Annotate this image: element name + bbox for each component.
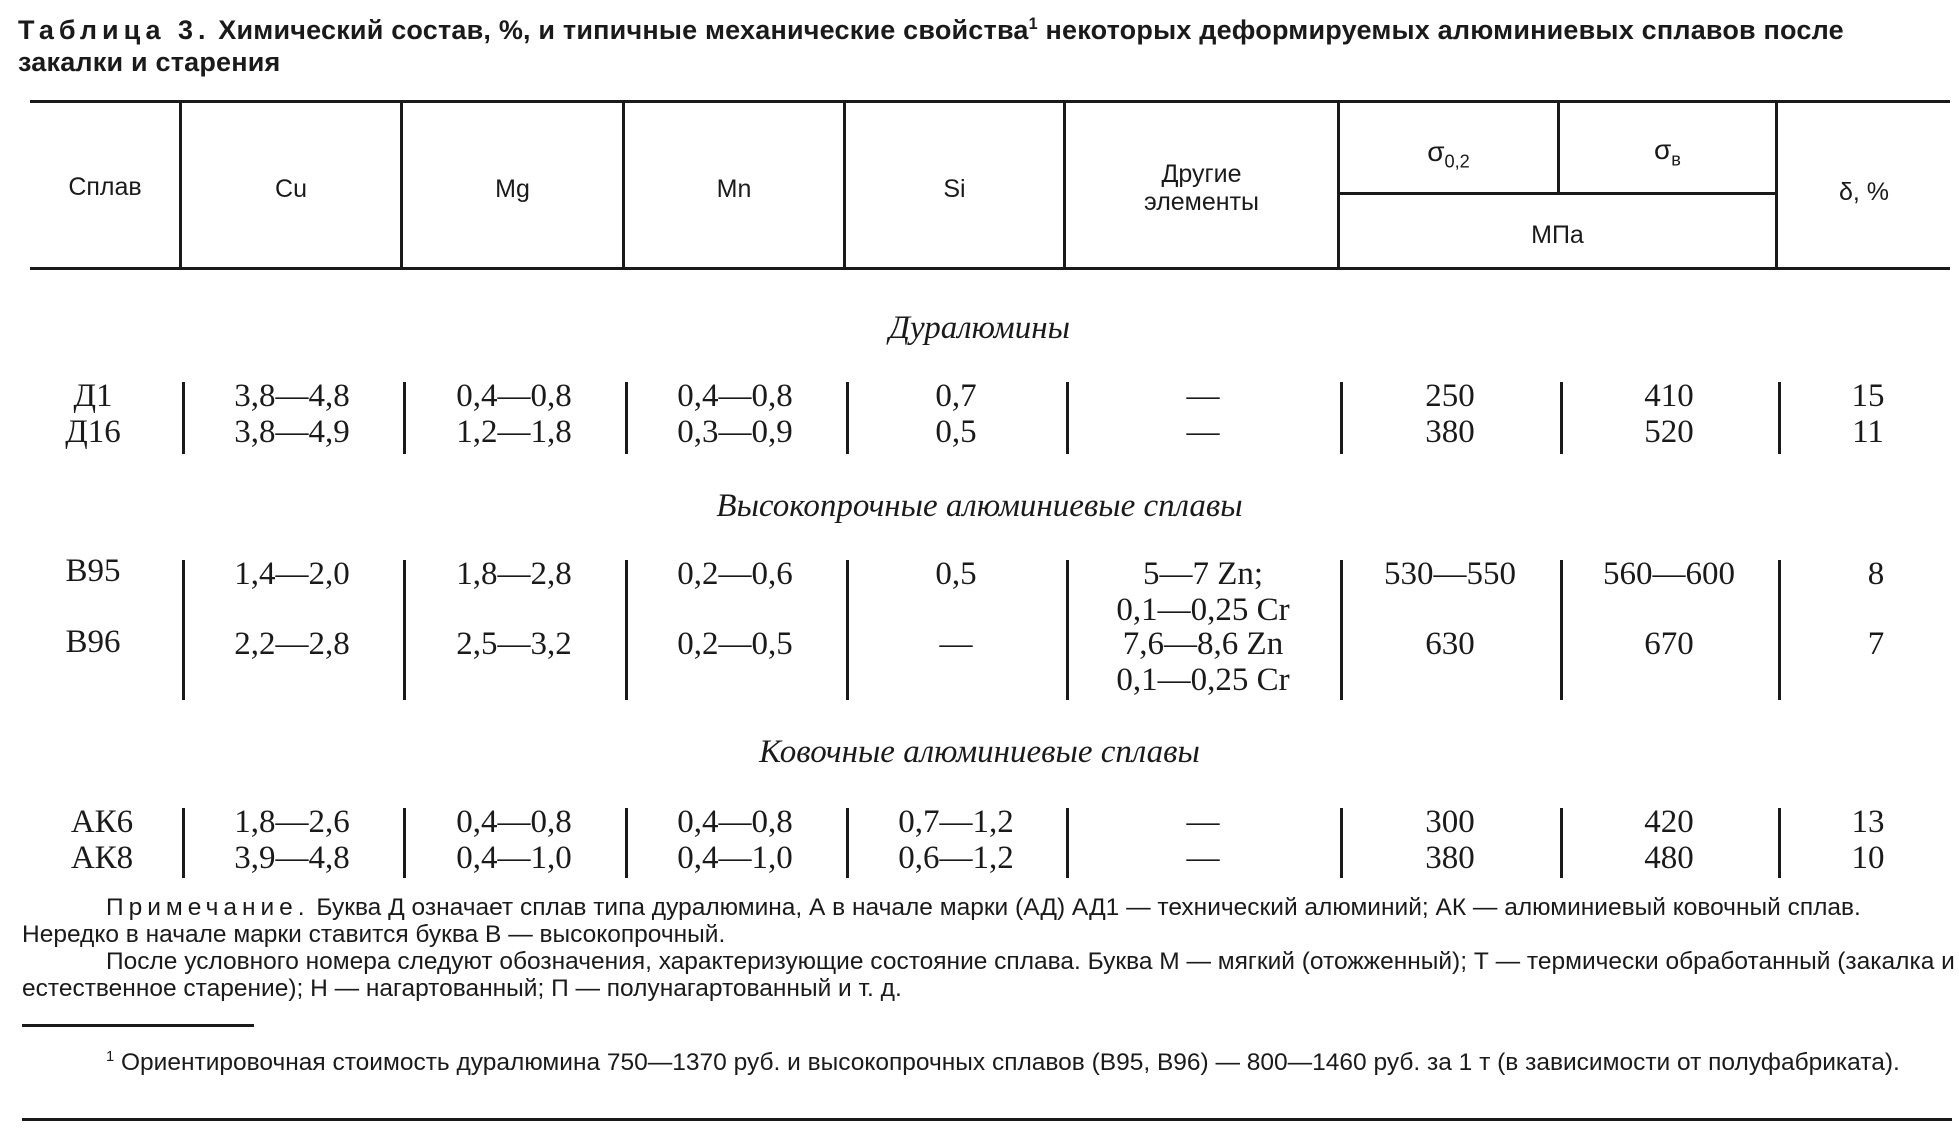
caption-text: Химический состав, %, и типичные механические свойства: [210, 15, 1029, 45]
header-si: Si: [943, 175, 966, 203]
header-sigma-02: $\sigma_{0,2}$: [1427, 136, 1470, 172]
section-heading: Дуралюмины: [889, 310, 1070, 346]
caption-footnote-mark: 1: [1028, 15, 1038, 33]
footnote-text: Ориентировочная стоимость дуралюмина 750—1370 руб. и высокопрочных сплавов (В95, В96) — 800—1460 руб. за 1 т (в зависимости от полуфабриката).: [114, 1049, 1900, 1077]
cell-other: —: [1186, 414, 1220, 450]
cell-sigma-b: 670: [1644, 626, 1694, 662]
note-text-1: Буква Д означает сплав типа дуралюмина, А в начале марки (АД) АД1 — технический алюминий; АК — алюминиевый ковочный сплав. Нередко в начале марки ставится буква В — высокопрочный.: [22, 894, 1861, 948]
cell-delta: 10: [1851, 840, 1885, 876]
row-divider: [1778, 808, 1781, 878]
cell-alloy: В95: [65, 553, 121, 589]
cell-sigma-02: 530—550: [1384, 556, 1516, 592]
footnote: [22, 1044, 1957, 1076]
note-paragraph-1: [22, 894, 1957, 948]
section-heading: Ковочные алюминиевые сплавы: [759, 734, 1200, 770]
cell-sigma-b: 410: [1644, 378, 1694, 414]
header-other-line2: элементы: [1143, 188, 1259, 216]
header-cu: Cu: [275, 175, 307, 203]
header-other-line1: Другие: [1161, 160, 1242, 188]
cell-delta: 8: [1867, 556, 1885, 592]
cell-alloy: АК8: [70, 840, 134, 876]
cell-si: 0,6—1,2: [898, 840, 1014, 876]
cell-mg: 0,4—0,8: [456, 804, 572, 840]
cell-mg: 0,4—0,8: [456, 378, 572, 414]
cell-sigma-b: 480: [1644, 840, 1694, 876]
cell-si: 0,7—1,2: [898, 804, 1014, 840]
cell-si: —: [939, 626, 973, 662]
cell-alloy: АК6: [70, 804, 134, 840]
header-other-elements: [1066, 160, 1337, 216]
cell-cu: 3,8—4,9: [234, 414, 350, 450]
cell-sigma-b: 560—600: [1603, 556, 1735, 592]
section-heading: Высокопрочные алюминиевые сплавы: [716, 488, 1243, 524]
footnote-mark: 1: [106, 1049, 115, 1065]
cell-other-line1: 5—7 Zn;: [1142, 556, 1264, 592]
cell-sigma-02: 380: [1425, 840, 1475, 876]
footnote-separator: [22, 1024, 254, 1027]
page-bottom-rule: [22, 1118, 1952, 1121]
cell-mn: 0,4—0,8: [677, 804, 793, 840]
cell-delta: 13: [1851, 804, 1885, 840]
cell-sigma-02: 380: [1425, 414, 1475, 450]
cell-mn: 0,2—0,6: [677, 556, 793, 592]
cell-delta: 15: [1851, 378, 1885, 414]
table-caption: [18, 8, 1938, 78]
cell-alloy: В96: [65, 624, 121, 660]
cell-cu: 3,9—4,8: [234, 840, 350, 876]
header-units: МПа: [1531, 221, 1584, 249]
cell-cu: 1,4—2,0: [234, 556, 350, 592]
cell-mn: 0,2—0,5: [677, 626, 793, 662]
header-bottom-rule: [30, 267, 1950, 270]
cell-alloy: Д16: [65, 414, 121, 450]
cell-cu: 2,2—2,8: [234, 626, 350, 662]
row-divider: [1778, 382, 1781, 454]
cell-si: 0,5: [935, 556, 977, 592]
caption-label: Таблица 3.: [18, 15, 211, 45]
cell-sigma-02: 300: [1425, 804, 1475, 840]
cell-cu: 3,8—4,8: [234, 378, 350, 414]
cell-other: —: [1186, 840, 1220, 876]
header-mg: Mg: [495, 175, 530, 203]
note-paragraph-2: После условного номера следуют обозначения, характеризующие состояние сплава. Буква М — мягкий (отожженный); Т — термически обработанный (закалка и естественное старение); Н — нагартованный; П — полунагартованный и т. д.: [22, 948, 1955, 1002]
cell-cu: 1,8—2,6: [234, 804, 350, 840]
cell-other-line2: 0,1—0,25 Cr: [1116, 592, 1290, 628]
cell-other: —: [1186, 804, 1220, 840]
note-label: Примечание.: [106, 894, 310, 921]
header-delta: δ, %: [1838, 178, 1890, 206]
cell-sigma-02: 250: [1425, 378, 1475, 414]
cell-sigma-b: 420: [1644, 804, 1694, 840]
table-top-rule: [30, 100, 1950, 103]
cell-delta: 7: [1867, 626, 1885, 662]
cell-si: 0,5: [935, 414, 977, 450]
cell-other-line1: 7,6—8,6 Zn: [1122, 626, 1284, 662]
cell-mg: 2,5—3,2: [456, 626, 572, 662]
caption-text-2: некоторых деформируемых алюминиевых сплавов после закалки и старения: [18, 15, 1844, 77]
header-sigma-b: $\sigma_в$: [1654, 134, 1681, 170]
cell-mg: 1,2—1,8: [456, 414, 572, 450]
stress-group-rule: [1338, 192, 1775, 195]
table-note: [22, 894, 1957, 1002]
cell-mn: 0,3—0,9: [677, 414, 793, 450]
cell-other: —: [1186, 378, 1220, 414]
row-divider: [1778, 560, 1781, 700]
cell-mn: 0,4—1,0: [677, 840, 793, 876]
cell-sigma-b: 520: [1644, 414, 1694, 450]
cell-alloy: Д1: [73, 378, 113, 414]
header-alloy: Сплав: [68, 173, 142, 201]
header-mn: Mn: [716, 175, 752, 203]
cell-si: 0,7: [935, 378, 977, 414]
cell-delta: 11: [1852, 414, 1884, 450]
cell-mn: 0,4—0,8: [677, 378, 793, 414]
cell-mg: 1,8—2,8: [456, 556, 572, 592]
cell-sigma-02: 630: [1425, 626, 1475, 662]
cell-other-line2: 0,1—0,25 Cr: [1116, 662, 1290, 698]
cell-mg: 0,4—1,0: [456, 840, 572, 876]
